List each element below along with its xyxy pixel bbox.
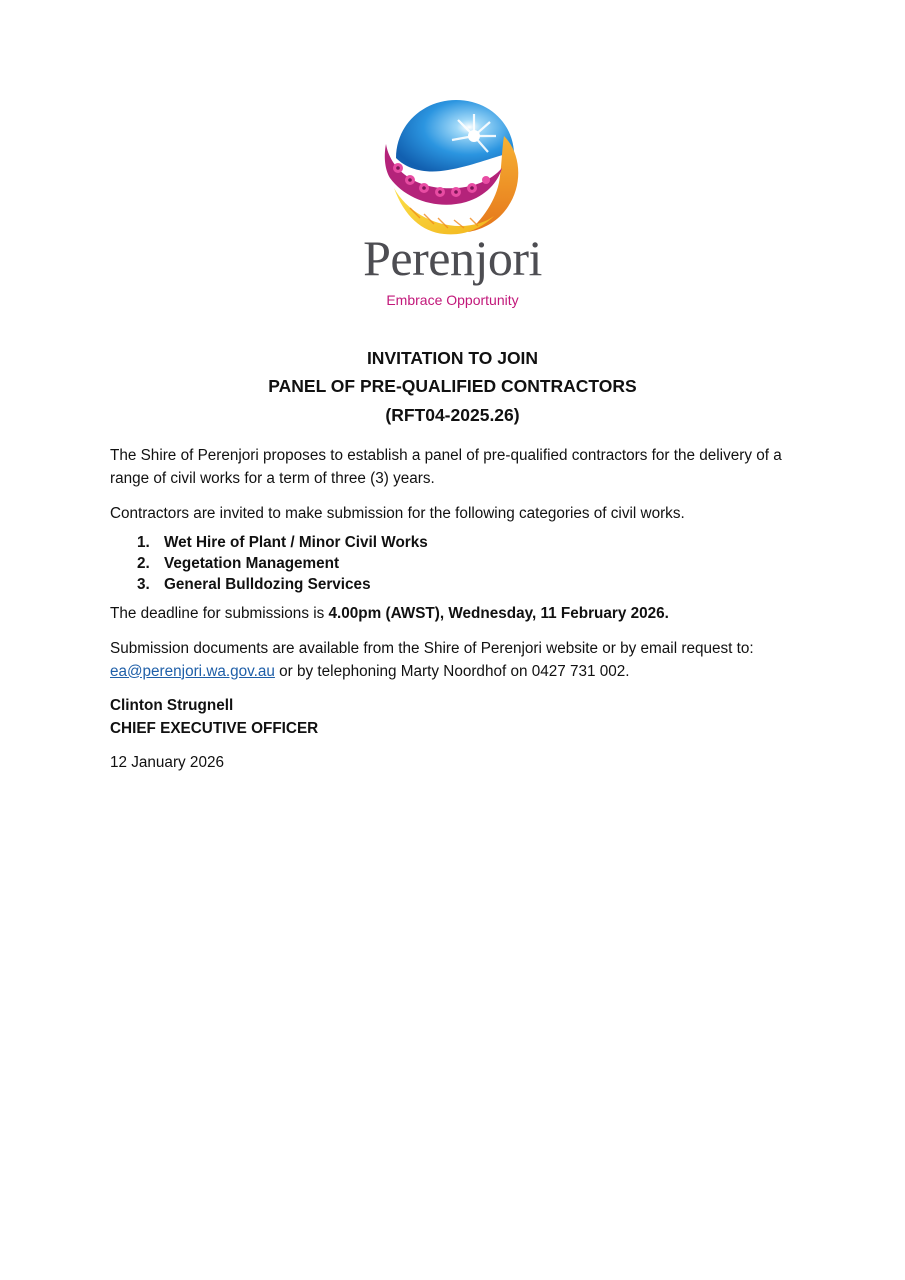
- email-link[interactable]: ea@perenjori.wa.gov.au: [110, 662, 275, 680]
- document-date: 12 January 2026: [110, 754, 224, 771]
- documents-suffix: or by telephoning Marty Noordhof on 0427 731 002.: [274, 662, 630, 680]
- title-line-2: PANEL OF PRE-QUALIFIED CONTRACTORS: [268, 376, 637, 396]
- list-item-number: 2.: [137, 555, 150, 572]
- title-line-1: INVITATION TO JOIN: [366, 348, 539, 368]
- signature-block: [110, 695, 810, 740]
- list-item: [137, 553, 737, 574]
- intro-paragraph: The Shire of Perenjori proposes to establish a panel of pre-qualified contractors for the delivery of a range of civil works for a term of three (3) years.: [110, 447, 782, 487]
- category-list: [137, 532, 737, 595]
- logo-emblem-icon: [376, 96, 526, 236]
- deadline-prefix: The deadline for submissions is: [110, 605, 329, 622]
- list-item: [137, 532, 737, 553]
- list-item-number: 1.: [137, 534, 150, 551]
- deadline-paragraph: [110, 603, 810, 626]
- deadline-value: 4.00pm (AWST), Wednesday, 11 February 2026.: [328, 605, 669, 622]
- title-reference: (RFT04-2025.26): [385, 405, 520, 425]
- list-item-label: General Bulldozing Services: [164, 576, 371, 593]
- logo-tagline: Embrace Opportunity: [386, 292, 519, 308]
- signatory-name: Clinton Strugnell: [110, 697, 234, 714]
- documents-paragraph: [110, 638, 810, 683]
- list-item-label: Vegetation Management: [164, 555, 340, 572]
- perenjori-logo: [340, 92, 565, 317]
- signatory-title: CHIEF EXECUTIVE OFFICER: [110, 719, 319, 737]
- list-item: [137, 574, 737, 595]
- list-item-number: 3.: [137, 576, 150, 593]
- list-item-label: Wet Hire of Plant / Minor Civil Works: [164, 534, 428, 551]
- documents-text: Submission documents are available from the Shire of Perenjori website or by email request to:: [110, 640, 754, 657]
- logo-wordmark: Perenjori: [363, 230, 542, 286]
- invite-paragraph: Contractors are invited to make submission for the following categories of civil works.: [110, 505, 685, 522]
